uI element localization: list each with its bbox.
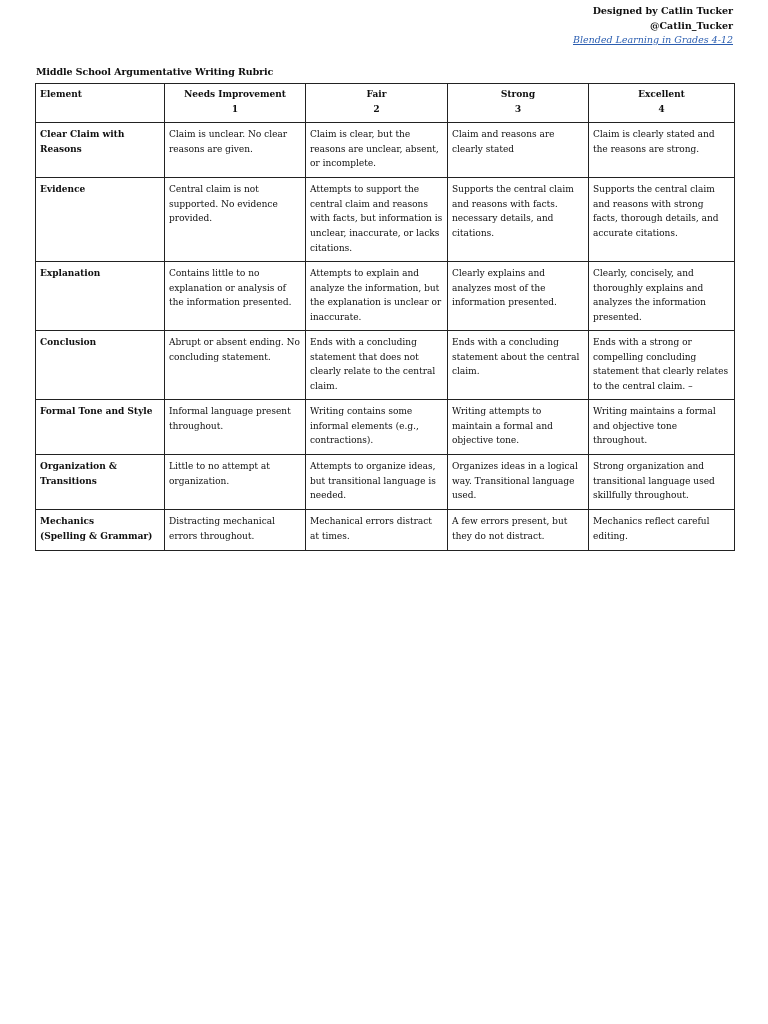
level-header-strong [448, 84, 589, 123]
element-name: Conclusion [36, 331, 165, 400]
rubric-cell: Attempts to support the central claim and reasons with facts, but information is unclear, inaccurate, or lacks citations. [306, 178, 448, 262]
rubric-cell: Attempts to explain and analyze the information, but the explanation is unclear or inaccurate. [306, 262, 448, 331]
element-name: Organization & Transitions [36, 455, 165, 510]
rubric-cell: Distracting mechanical errors throughout. [165, 510, 306, 551]
level-score: 2 [373, 104, 380, 115]
rubric-cell: Clearly, concisely, and thoroughly explains and analyzes the information presented. [589, 262, 735, 331]
level-score: 3 [514, 104, 522, 115]
level-header-excellent [589, 84, 735, 123]
rubric-cell: Claim and reasons are clearly stated [448, 123, 589, 178]
document-header [573, 5, 733, 49]
rubric-header-row [36, 84, 735, 123]
level-header-needs-improvement [165, 84, 306, 123]
level-label: Excellent [638, 90, 685, 100]
rubric-cell: Claim is unclear. No clear reasons are given. [165, 123, 306, 178]
rubric-cell: Abrupt or absent ending. No concluding statement. [165, 331, 306, 400]
element-name: Formal Tone and Style [36, 400, 165, 455]
rubric-cell: Mechanics reflect careful editing. [589, 510, 735, 551]
level-label: Strong [500, 90, 536, 100]
level-score: 1 [231, 104, 239, 115]
author-handle: @Catlin_Tucker [650, 20, 733, 32]
author-credit: Designed by Catlin Tucker [592, 6, 733, 17]
rubric-cell: Central claim is not supported. No evidence provided. [165, 178, 306, 262]
rubric-cell: A few errors present, but they do not distract. [448, 510, 589, 551]
rubric-cell: Contains little to no explanation or analysis of the information presented. [165, 262, 306, 331]
rubric-cell: Clearly explains and analyzes most of the information presented. [448, 262, 589, 331]
rubric-cell: Ends with a concluding statement about the central claim. [448, 331, 589, 400]
rubric-row-organization [36, 455, 735, 510]
level-label: Needs Improvement [184, 90, 286, 100]
rubric-table [35, 83, 735, 551]
rubric-row-formal-tone [36, 400, 735, 455]
rubric-cell: Mechanical errors distract at times. [306, 510, 448, 551]
element-name [36, 510, 165, 551]
level-label: Fair [366, 90, 387, 100]
element-column-header: Element [36, 84, 165, 123]
rubric-cell: Writing attempts to maintain a formal and objective tone. [448, 400, 589, 455]
rubric-cell: Supports the central claim and reasons with strong facts, thorough details, and accurate citations. [589, 178, 735, 262]
element-name: Explanation [36, 262, 165, 331]
element-name-line: (Spelling & Grammar) [40, 531, 153, 542]
element-name: Clear Claim with Reasons [36, 123, 165, 178]
rubric-row-evidence [36, 178, 735, 262]
rubric-cell: Writing maintains a formal and objective tone throughout. [589, 400, 735, 455]
element-name: Evidence [36, 178, 165, 262]
element-name-line: Mechanics [40, 517, 95, 528]
rubric-cell: Claim is clearly stated and the reasons are strong. [589, 123, 735, 178]
rubric-cell: Ends with a concluding statement that does not clearly relate to the central claim. [306, 331, 448, 400]
rubric-row-conclusion [36, 331, 735, 400]
rubric-cell: Organizes ideas in a logical way. Transitional language used. [448, 455, 589, 510]
rubric-cell: Attempts to organize ideas, but transitional language is needed. [306, 455, 448, 510]
level-score: 4 [658, 104, 665, 115]
rubric-cell: Writing contains some informal elements (e.g., contractions). [306, 400, 448, 455]
rubric-row-explanation [36, 262, 735, 331]
rubric-cell: Ends with a strong or compelling concluding statement that clearly relates to the central claim. – [589, 331, 735, 400]
level-header-fair [306, 84, 448, 123]
book-link[interactable]: Blended Learning in Grades 4-12 [573, 35, 733, 46]
rubric-row-mechanics [36, 510, 735, 551]
rubric-cell: Informal language present throughout. [165, 400, 306, 455]
rubric-cell: Strong organization and transitional language used skillfully throughout. [589, 455, 735, 510]
rubric-cell: Supports the central claim and reasons with facts. necessary details, and citations. [448, 178, 589, 262]
rubric-row-clear-claim [36, 123, 735, 178]
rubric-title: Middle School Argumentative Writing Rubric [36, 67, 274, 78]
rubric-cell: Little to no attempt at organization. [165, 455, 306, 510]
rubric-cell: Claim is clear, but the reasons are unclear, absent, or incomplete. [306, 123, 448, 178]
